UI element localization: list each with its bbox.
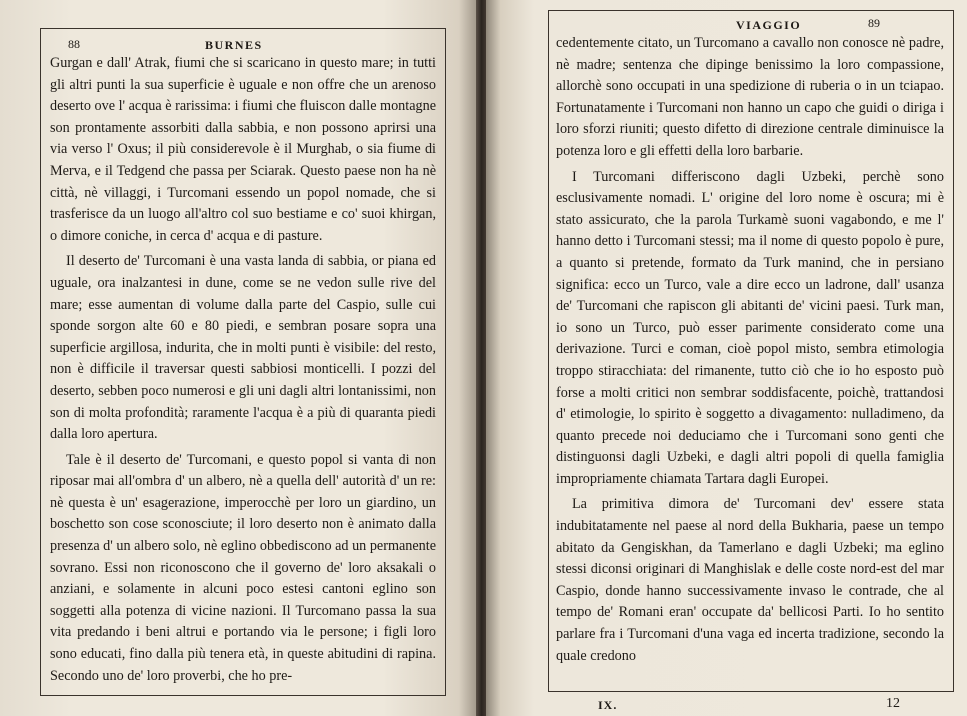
left-body-text	[50, 53, 436, 687]
right-folio: 89	[868, 16, 880, 30]
left-page	[0, 0, 478, 716]
paragraph: I Turcomani differiscono dagli Uzbeki, perchè sono esclusivamente nomadi. L' origine del loro nome è oscura; mi è stato assicurato, che la parola Turkamè suoni vagabondo, e me l' hanno detto i Turcomani stessi; ma il nome di questo popolo è pure, a quanto si pretende, formato da Turk manind, che in persiano significa: ecco un Turco, vale a dire ecco un ladrone, dall' usanza de' Turcomani che rapiscon gli abitanti de' vicini paesi. Turk man, io sono un Turco, può esser parimente considerato come una derivazione. Turci e coman, cioè popol misto, sembra etimologia troppo stiracchiata: del rimanente, tutto ciò che io ho esposto può forse a molti critici non sembrar soddisfacente, poichè, trattandosi d' etimologie, lo spirito è soggetto a divagamento: nulladimeno, da quanto precede noi deduciamo che i Turcomani sono genti che distinguonsi dagli Uzbeki, e dagli altri popoli di quella famiglia impropriamente chiamata Tartara dagli Europei.	[556, 168, 944, 487]
right-body-text	[556, 33, 944, 667]
paragraph: Gurgan e dall' Atrak, fiumi che si scaricano in questo mare; in tutti gli altri punti la sua superficie è uguale e non offre che un arenoso deserto ove l' acqua è rarissima: i fiumi che fluiscon dalle montagne son prontamente assorbiti dalla sabbia, e non possono aprirsi una via verso l' Oxus; il più considerevole è il Murghab, o sia fiume di Merva, e il Tedgend che passa per Sciarak. Questo paese non ha nè città, nè villaggi, i Turcomani essendo un popol nomade, che si trasferisce da un luogo all'altro col suo bestiame e co' suoi khirgan, o dimore coniche, in cerca d' acqua e di pasture.	[50, 55, 436, 244]
paragraph: cedentemente citato, un Turcomano a cavallo non conosce nè padre, nè madre; sentenza che dipinge benissimo la loro compassione, allorchè sono occupati in una spedizione di ruberia o in un tciapao. Fortunatamente i Turcomani non hanno un capo che guidi o diriga i loro sforzi riuniti; questo difetto di direzione centrale diminuisce la potenza loro e gli effetti della loro barbarie.	[556, 35, 944, 159]
left-folio: 88	[68, 37, 80, 51]
paragraph: Il deserto de' Turcomani è una vasta landa di sabbia, or piana ed uguale, ora inalzantesi in dune, come se ne vedon sulle rive del mare; esse aumentan di volume dalla parte del Caspio, sulle cui sponde sorgon alte 60 e 80 piedi, e sembran posare sopra una superficie argillosa, indurita, che in molti punti è visibile: del resto, non è difficile il traversar questi sabbiosi monticelli. I pozzi del deserto, sebben poco numerosi e gli uni dagli altri lontanissimi, non son di molta profondità; raramente l'acqua è a più di quaranta piedi dalla loro apertura.	[50, 253, 436, 443]
signature-mark: IX.	[598, 698, 618, 712]
right-page	[486, 0, 967, 716]
sheet-number: 12	[886, 696, 900, 711]
right-running-head: VIAGGIO	[736, 18, 802, 32]
paragraph: Tale è il deserto de' Turcomani, e questo popol si vanta di non riposar mai all'ombra d' un albero, nè a quella dell' autorità d' un re: nè questa è un' esagerazione, imperocchè per loro un giardino, un boschetto son cose sconosciute; il loro deserto non è animato dalla presenza d' un albero solo, nè eglino obbediscono ad un permanente sovrano. Essi non riconoscono che il governo de' loro aksakali o anziani, e solamente in alcuni poco estesi cantoni eglino son soggetti alla potenza di vicine nazioni. Il Turcomano passa la sua vita predando i beni altrui e portando via le persone; i figli loro sono educati, fino dalla più tenera età, in queste abitudini di rapina. Secondo uno de' loro proverbi, che ho pre-	[50, 451, 436, 684]
left-running-head: BURNES	[205, 38, 263, 52]
paragraph: La primitiva dimora de' Turcomani dev' essere stata indubitatamente nel paese al nord della Bukharia, paese un tempo abitato da Gengiskhan, da Tamerlano e dagli Uzbeki; ma eglino stessi diconsi originari di Manghislak e delle coste nord-est del mar Caspio, donde hanno successivamente invaso le contrade, che al tempo de' Romani eran' occupate da' bellicosi Parti. Io ho sentito parlare fra i Turcomani d'una vaga ed incerta tradizione, secondo la quale credono	[556, 496, 944, 664]
